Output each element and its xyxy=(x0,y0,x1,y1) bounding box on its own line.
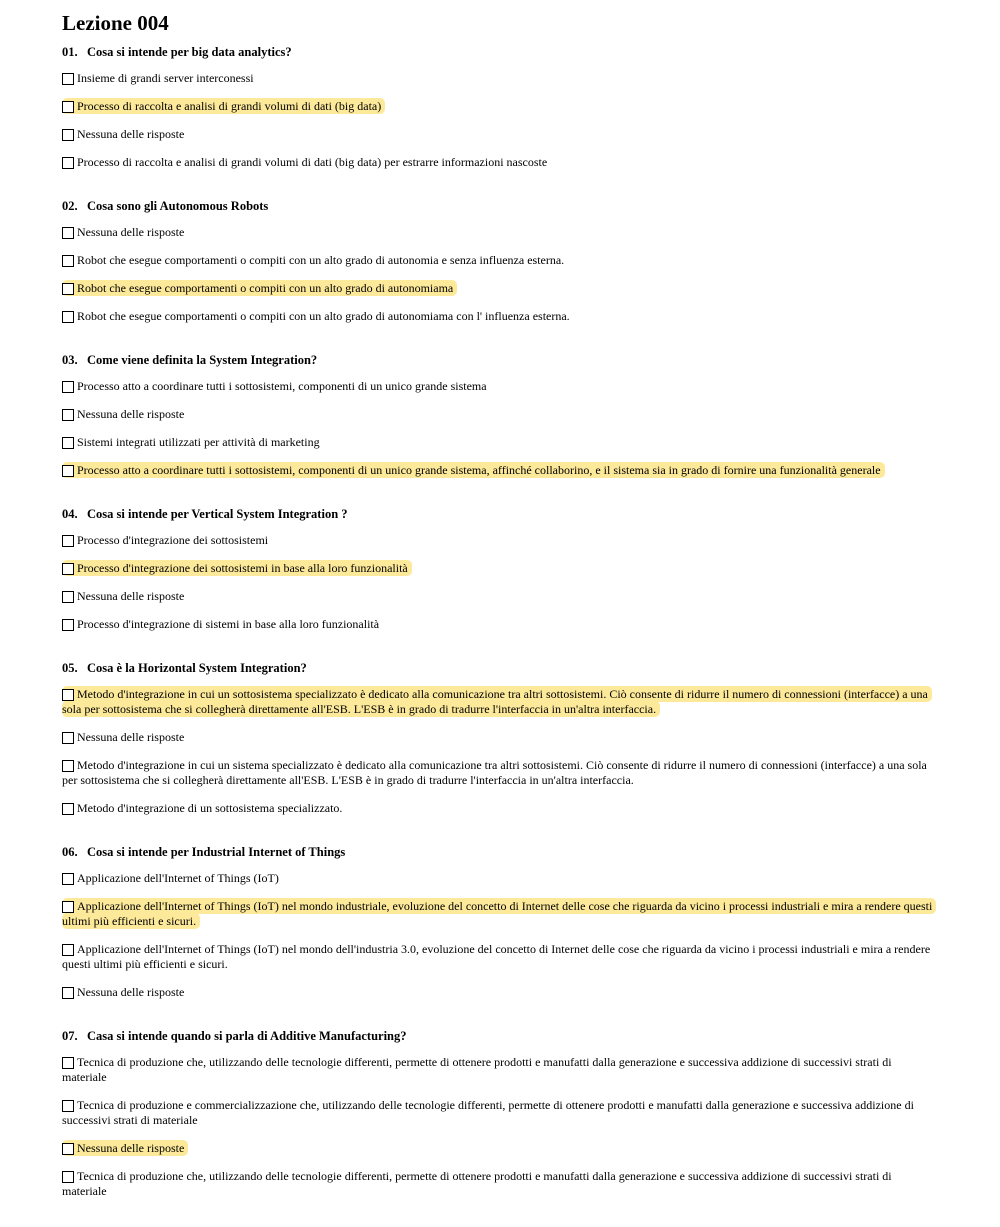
answer-checkbox[interactable] xyxy=(62,1143,74,1155)
question-5 xyxy=(62,660,938,844)
question-number: 07. xyxy=(62,1029,78,1043)
answer-checkbox[interactable] xyxy=(62,101,74,113)
answer-checkbox[interactable] xyxy=(62,987,74,999)
answer-checkbox[interactable] xyxy=(62,381,74,393)
answer-option[interactable] xyxy=(62,435,938,450)
answer-checkbox[interactable] xyxy=(62,873,74,885)
answer-option[interactable] xyxy=(62,155,938,170)
answer-content xyxy=(62,617,379,631)
answer-label: Nessuna delle risposte xyxy=(77,1141,185,1155)
answer-content xyxy=(62,1169,892,1198)
answer-content xyxy=(62,1055,892,1084)
answer-checkbox[interactable] xyxy=(62,1171,74,1183)
question-number: 03. xyxy=(62,353,78,367)
answer-label: Sistemi integrati utilizzati per attività di marketing xyxy=(77,435,320,449)
question-number: 01. xyxy=(62,45,78,59)
question-6 xyxy=(62,844,938,1028)
answer-option[interactable] xyxy=(62,589,938,604)
answer-checkbox[interactable] xyxy=(62,760,74,772)
answer-label: Robot che esegue comportamenti o compiti con un alto grado di autonomia e senza influenza esterna. xyxy=(77,253,565,267)
answer-option[interactable] xyxy=(62,871,938,886)
question-spacer xyxy=(62,183,938,198)
answer-checkbox[interactable] xyxy=(62,409,74,421)
answer-checkbox[interactable] xyxy=(62,1057,74,1069)
question-number: 04. xyxy=(62,507,78,521)
page-title: Lezione 004 xyxy=(62,11,169,35)
answer-label: Metodo d'integrazione in cui un sottosistema specializzato è dedicato alla comunicazione tra altri sottosistemi. Ciò consente di ridurre il numero di connessioni (interfacce) a una sola per sottosistema che si collegherà direttamente all'ESB. L'ESB è in grado di tradurre l'interfaccia in un'altra interfaccia. xyxy=(62,687,928,716)
answer-label: Nessuna delle risposte xyxy=(77,225,185,239)
answer-label: Processo atto a coordinare tutti i sottosistemi, componenti di un unico grande sistema, affinché collaborino, e il sistema sia in grado di fornire una funzionalità generale xyxy=(77,463,881,477)
answer-option[interactable] xyxy=(62,407,938,422)
question-list xyxy=(62,44,938,1227)
answer-checkbox[interactable] xyxy=(62,437,74,449)
answer-option[interactable] xyxy=(62,533,938,548)
question-number: 05. xyxy=(62,661,78,675)
answer-option[interactable] xyxy=(62,379,938,394)
question-spacer xyxy=(62,491,938,506)
answer-checkbox[interactable] xyxy=(62,689,74,701)
answer-label: Metodo d'integrazione di un sottosistema specializzato. xyxy=(77,801,343,815)
answer-label: Applicazione dell'Internet of Things (IoT) xyxy=(77,871,279,885)
question-title xyxy=(62,1028,938,1044)
answer-option[interactable] xyxy=(62,561,938,576)
highlighted-answer xyxy=(62,280,457,296)
answer-checkbox[interactable] xyxy=(62,255,74,267)
answer-content xyxy=(62,801,342,815)
answer-option[interactable] xyxy=(62,687,938,717)
question-spacer xyxy=(62,829,938,844)
answer-checkbox[interactable] xyxy=(62,1100,74,1112)
answer-option[interactable] xyxy=(62,1141,938,1156)
highlighted-answer xyxy=(62,98,385,114)
answer-checkbox[interactable] xyxy=(62,311,74,323)
answer-option[interactable] xyxy=(62,71,938,86)
question-title xyxy=(62,506,938,522)
answer-label: Nessuna delle risposte xyxy=(77,407,185,421)
answer-option[interactable] xyxy=(62,1055,938,1085)
question-1 xyxy=(62,44,938,198)
answer-content xyxy=(62,253,564,267)
answer-checkbox[interactable] xyxy=(62,901,74,913)
answer-option[interactable] xyxy=(62,253,938,268)
answer-option[interactable] xyxy=(62,99,938,114)
answer-option[interactable] xyxy=(62,617,938,632)
question-text: Cosa sono gli Autonomous Robots xyxy=(87,199,269,213)
question-7 xyxy=(62,1028,938,1227)
question-title xyxy=(62,844,938,860)
highlighted-answer xyxy=(62,462,885,478)
answer-label: Metodo d'integrazione in cui un sistema specializzato è dedicato alla comunicazione tra altri sottosistemi. Ciò consente di ridurre il numero di connessioni (interfacce) a una sola per sottosistema che si collegherà direttamente all'ESB. L'ESB è in grado di tradurre l'interfaccia in un'altra interfaccia. xyxy=(62,758,927,787)
answer-label: Processo di raccolta e analisi di grandi volumi di dati (big data) xyxy=(77,99,382,113)
answer-checkbox[interactable] xyxy=(62,619,74,631)
question-2 xyxy=(62,198,938,352)
answer-content xyxy=(62,71,254,85)
question-title xyxy=(62,352,938,368)
question-text: Come viene definita la System Integration? xyxy=(87,353,318,367)
answer-option[interactable] xyxy=(62,309,938,324)
question-title xyxy=(62,198,938,214)
answer-content xyxy=(62,435,320,449)
answer-checkbox[interactable] xyxy=(62,465,74,477)
question-text: Cosa si intende per big data analytics? xyxy=(87,45,292,59)
question-title xyxy=(62,660,938,676)
answer-checkbox[interactable] xyxy=(62,563,74,575)
answer-checkbox[interactable] xyxy=(62,803,74,815)
answer-checkbox[interactable] xyxy=(62,157,74,169)
answer-content xyxy=(62,985,184,999)
answer-checkbox[interactable] xyxy=(62,732,74,744)
answer-content xyxy=(62,225,184,239)
answer-option[interactable] xyxy=(62,942,938,972)
answer-content xyxy=(62,589,184,603)
answer-label: Processo d'integrazione dei sottosistemi in base alla loro funzionalità xyxy=(77,561,408,575)
answer-content xyxy=(62,1098,914,1127)
answer-option[interactable] xyxy=(62,225,938,240)
answer-label: Nessuna delle risposte xyxy=(77,730,185,744)
answer-label: Robot che esegue comportamenti o compiti con un alto grado di autonomiama xyxy=(77,281,454,295)
highlighted-answer xyxy=(62,560,412,576)
answer-checkbox[interactable] xyxy=(62,227,74,239)
answer-label: Applicazione dell'Internet of Things (IoT) nel mondo industriale, evoluzione del concetto di Internet delle cose che riguarda da vicino i processi industriali e mira a rendere questi ultimi più efficienti e sicuri. xyxy=(62,899,933,928)
answer-label: Nessuna delle risposte xyxy=(77,589,185,603)
answer-option[interactable] xyxy=(62,758,938,788)
answer-content xyxy=(62,942,930,971)
answer-content xyxy=(62,127,184,141)
question-spacer xyxy=(62,645,938,660)
answer-checkbox[interactable] xyxy=(62,129,74,141)
answer-label: Processo d'integrazione di sistemi in base alla loro funzionalità xyxy=(77,617,380,631)
answer-checkbox[interactable] xyxy=(62,73,74,85)
question-text: Cosa si intende per Vertical System Integration ? xyxy=(87,507,348,521)
answer-content xyxy=(62,155,547,169)
answer-option[interactable] xyxy=(62,985,938,1000)
answer-label: Tecnica di produzione che, utilizzando delle tecnologie differenti, permette di ottenere prodotti e manufatti dalla generazione e successiva addizione di successivi strati di materiale xyxy=(62,1055,892,1084)
answer-option[interactable] xyxy=(62,1098,938,1128)
answer-option[interactable] xyxy=(62,730,938,745)
answer-checkbox[interactable] xyxy=(62,944,74,956)
question-text: Cosa è la Horizontal System Integration? xyxy=(87,661,307,675)
highlighted-answer xyxy=(62,686,932,717)
question-number: 06. xyxy=(62,845,78,859)
answer-option[interactable] xyxy=(62,1169,938,1199)
answer-content xyxy=(62,533,268,547)
answer-checkbox[interactable] xyxy=(62,591,74,603)
answer-content xyxy=(62,758,927,787)
answer-option[interactable] xyxy=(62,463,938,478)
answer-label: Tecnica di produzione che, utilizzando delle tecnologie differenti, permette di ottenere prodotti e manufatti dalla generazione e successiva addizione di successivi strati di materiale xyxy=(62,1169,892,1198)
question-text: Cosa si intende per Industrial Internet of Things xyxy=(87,845,346,859)
answer-content xyxy=(62,407,184,421)
answer-checkbox[interactable] xyxy=(62,535,74,547)
question-text: Casa si intende quando si parla di Additive Manufacturing? xyxy=(87,1029,407,1043)
answer-label: Applicazione dell'Internet of Things (IoT) nel mondo dell'industria 3.0, evoluzione del concetto di Internet delle cose che riguarda da vicino i processi industriali e mira a rendere questi ultimi più efficienti e sicuri. xyxy=(62,942,931,971)
answer-content xyxy=(62,730,184,744)
question-4 xyxy=(62,506,938,660)
answer-label: Processo di raccolta e analisi di grandi volumi di dati (big data) per estrarre informazioni nascoste xyxy=(77,155,548,169)
answer-option[interactable] xyxy=(62,281,938,296)
answer-label: Robot che esegue comportamenti o compiti con un alto grado di autonomiama con l' influenza esterna. xyxy=(77,309,570,323)
answer-label: Insieme di grandi server interconessi xyxy=(77,71,254,85)
answer-label: Tecnica di produzione e commercializzazione che, utilizzando delle tecnologie differenti, permette di ottenere prodotti e manufatti dalla generazione e successiva addizione di successivi strati di materiale xyxy=(62,1098,914,1127)
answer-content xyxy=(62,871,279,885)
highlighted-answer xyxy=(62,1140,188,1156)
highlighted-answer xyxy=(62,898,936,929)
question-spacer xyxy=(62,1212,938,1227)
answer-option[interactable] xyxy=(62,801,938,816)
answer-option[interactable] xyxy=(62,127,938,142)
question-title xyxy=(62,44,938,60)
answer-label: Processo d'integrazione dei sottosistemi xyxy=(77,533,269,547)
question-number: 02. xyxy=(62,199,78,213)
answer-content xyxy=(62,379,487,393)
answer-checkbox[interactable] xyxy=(62,283,74,295)
answer-label: Processo atto a coordinare tutti i sottosistemi, componenti di un unico grande sistema xyxy=(77,379,487,393)
question-3 xyxy=(62,352,938,506)
question-spacer xyxy=(62,337,938,352)
answer-label: Nessuna delle risposte xyxy=(77,985,185,999)
answer-label: Nessuna delle risposte xyxy=(77,127,185,141)
answer-content xyxy=(62,309,570,323)
answer-option[interactable] xyxy=(62,899,938,929)
question-spacer xyxy=(62,1013,938,1028)
